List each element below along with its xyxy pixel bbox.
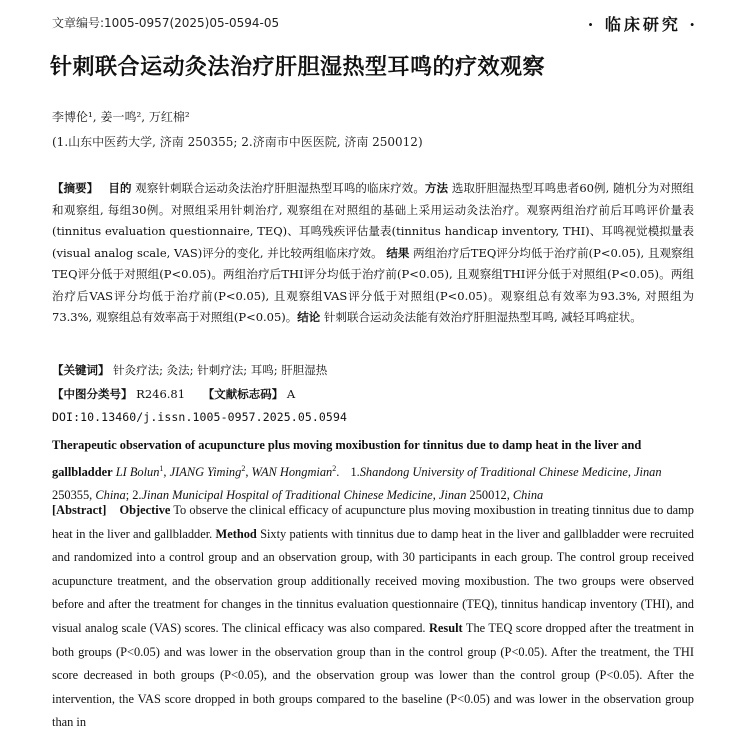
en-method-label: Method <box>215 526 257 541</box>
en-affil-2-place: Jinan <box>438 488 467 503</box>
en-author-3: WAN Hongmian <box>251 465 333 480</box>
en-author-2: JIANG Yiming <box>169 465 242 480</box>
objective-label: 目的 <box>108 181 132 195</box>
en-abstract-label: [Abstract] <box>52 503 107 517</box>
clc-value: R246.81 <box>136 387 186 401</box>
en-author-2-sup: 2 <box>241 464 246 473</box>
method-label: 方法 <box>424 181 449 195</box>
doc-code-label: 【文献标志码】 <box>202 387 284 401</box>
english-abstract <box>52 499 694 735</box>
en-author-3-sup: 2 <box>332 464 337 473</box>
method-text: 选取肝胆湿热型耳鸣患者60例, 随机分为对照组和观察组, 每组30例。对照组采用针刺治疗, 观察组在对照组的基础上采用运动灸法治疗。观察两组治疗前后耳鸣评价量表(tinnitus evaluation questionnaire, TEQ)、耳鸣残疾评估量表(tinnitus handicap inventory, THI)、耳鸣视觉模拟量表(visual analog scale, VAS)评分的变化, 并比较两组临床疗效。 <box>52 181 695 260</box>
keywords-label: 【关键词】 <box>52 363 110 377</box>
en-affil-2: Jinan Municipal Hospital of Traditional Chinese Medicine <box>141 488 433 503</box>
affiliations: (1.山东中医药大学, 济南 250355; 2.济南市中医医院, 济南 250012) <box>52 135 423 149</box>
result-text: 两组治疗后TEQ评分均低于治疗前(P<0.05), 且观察组TEQ评分低于对照组(P<0.05)。两组治疗后THI评分均低于治疗前(P<0.05), 且观察组THI评分低于对照组(P<0.05)。两组治疗后VAS评分均低于治疗前(P<0.05), 且观察组VAS评分低于对照组(P<0.05)。观察组总有效率为93.3%, 对照组为73.3%, 观察组总有效率高于对照组(P<0.05)。 <box>52 245 695 324</box>
authors: 李博伦¹, 姜一鸣², 万红棉² <box>52 110 190 124</box>
abstract-label: 【摘要】 <box>52 181 99 195</box>
classification <box>52 386 694 402</box>
conclusion-text: 针刺联合运动灸法能有效治疗肝胆湿热型耳鸣, 减轻耳鸣症状。 <box>323 310 642 324</box>
en-affil-2-post: 250012, <box>469 488 510 503</box>
column-tag: · 临床研究 · <box>587 15 698 34</box>
en-method-text: Sixty patients with tinnitus due to damp heat in the liver and gallbladder were recruited and randomized into a control group and an observation group, with 30 participants in each group. The control group received acupuncture treatment, and the observation group additionally received moving moxibustion. The two groups were observed before and after the treatment for changes in the tinnitus evaluation questionnaire (TEQ), tinnitus handicap inventory (THI), and visual analog scale (VAS) scores. The clinical efficacy was also compared. <box>52 526 694 635</box>
english-title-block: Therapeutic observation of acupuncture plus moving moxibustion for tinnitus due to damp heat in the liver and gallbladder LI Bolun$^1$, JIANG Yiming$^2$, WAN Hongmian$^2$. 1.Shandong University of Traditional Chinese Medicine, Jinan 250355, China; 2.Jinan Municipal Hospital of Traditional Chinese Medicine, Jinan 250012, China <box>52 438 662 503</box>
en-affil-2-pre: ; 2. <box>125 488 142 503</box>
paper-title: 针刺联合运动灸法治疗肝胆湿热型耳鸣的疗效观察 <box>50 55 546 80</box>
clc-label: 【中图分类号】 <box>52 387 133 401</box>
page-header <box>52 12 698 32</box>
doc-code-value: A <box>286 387 296 401</box>
en-objective-text: To observe the clinical efficacy of acupuncture plus moving moxibustion in treating tinnitus due to damp heat in the liver and gallbladder. <box>52 503 695 541</box>
en-affil-1: Shandong University of Traditional Chinese Medicine <box>359 465 628 480</box>
en-affil-1-pre: 1. <box>350 465 360 480</box>
chinese-abstract <box>52 178 694 329</box>
keywords-text: 针灸疗法; 灸法; 针刺疗法; 耳鸣; 肝胆湿热 <box>113 363 328 377</box>
en-author-1-sup: 1 <box>159 464 164 473</box>
result-label: 结果 <box>386 245 410 260</box>
doi: DOI:10.13460/j.issn.1005-0957.2025.05.0594 <box>52 410 347 424</box>
conclusion-label: 结论 <box>297 310 321 324</box>
keywords <box>52 362 694 378</box>
en-affil-1-post: 250355, <box>52 488 93 503</box>
objective-text: 观察针刺联合运动灸法治疗肝胆湿热型耳鸣的临床疗效。 <box>135 181 425 195</box>
en-affil-1-place: Jinan <box>634 465 662 480</box>
en-result-label: Result <box>428 620 463 635</box>
en-affil-2-country: China <box>512 488 544 503</box>
en-affil-1-country: China <box>95 488 126 503</box>
en-objective-label: Objective <box>119 503 171 517</box>
en-author-1: LI Bolun <box>115 465 160 480</box>
english-title: Therapeutic observation of acupuncture plus moving moxibustion for tinnitus due to damp heat in the liver and gallbladder <box>52 438 642 480</box>
article-number: 文章编号:1005-0957(2025)05-0594-05 <box>52 16 280 30</box>
en-result-text: The TEQ score dropped after the treatment in both groups (P<0.05) and was lower in the observation group than in the control group (P<0.05). After the treatment, the THI score decreased in both groups (P<0.05), and the observation group was lower than the control group (P<0.05). After the intervention, the VAS score dropped in both groups compared to the baseline (P<0.05) and was lower in the observation group than in <box>52 620 695 730</box>
